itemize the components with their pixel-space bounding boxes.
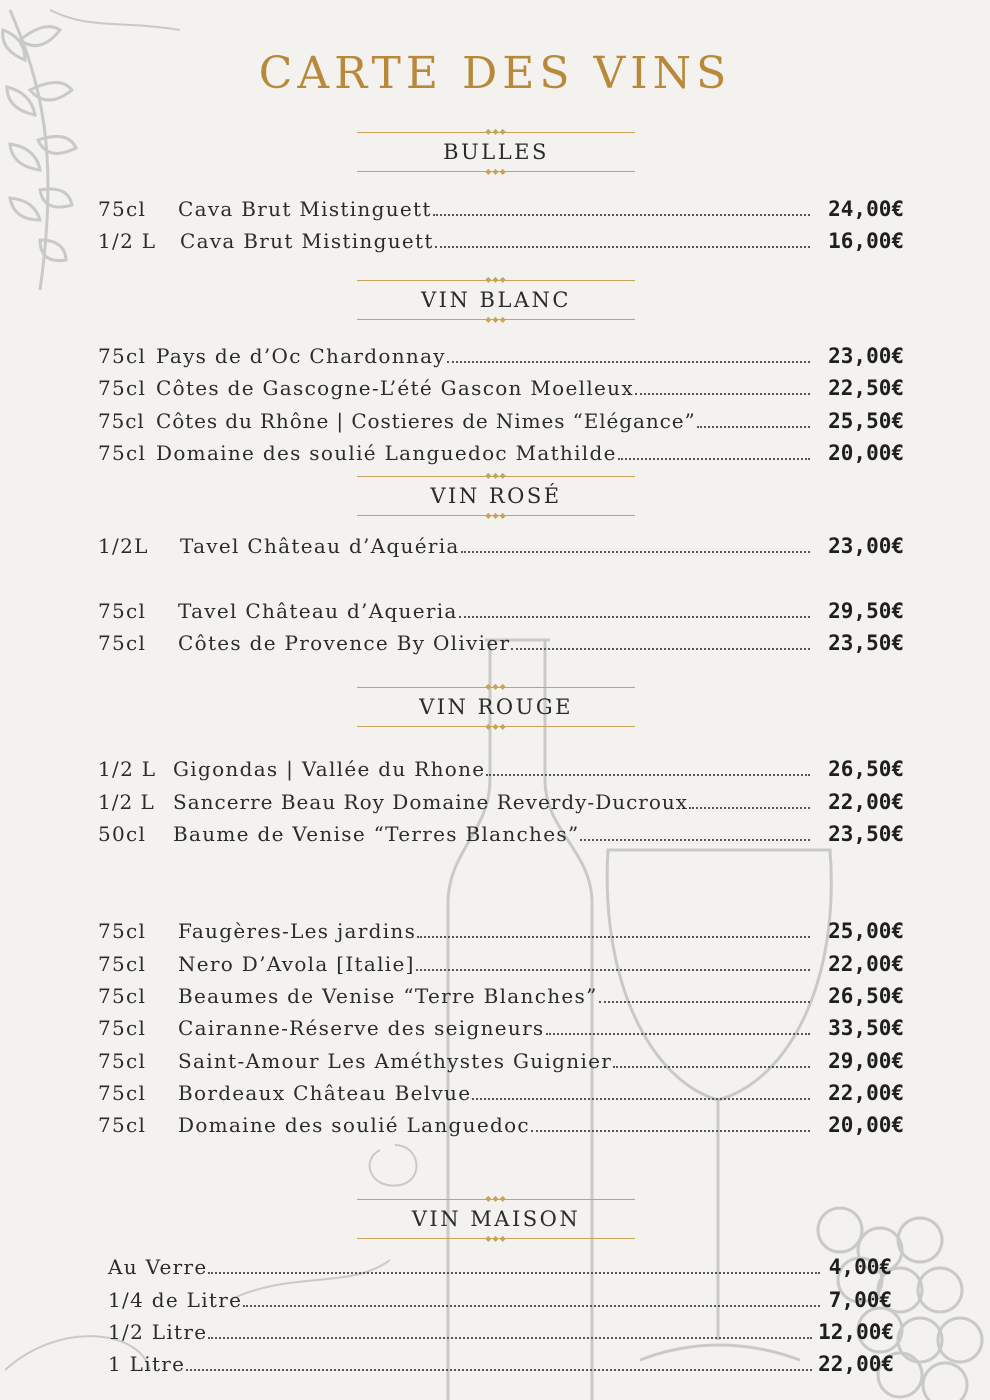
wine-item <box>98 1107 904 1137</box>
wine-item <box>98 528 904 558</box>
item-volume: 75cl <box>98 376 147 400</box>
item-volume: 1/2 L <box>98 229 157 253</box>
item-name: Pays de d’Oc Chardonnay <box>156 344 446 368</box>
item-name: 1/4 de Litre <box>108 1288 243 1312</box>
item-name: Au Verre <box>108 1255 208 1279</box>
item-name: Côtes du Rhône | Costieres de Nimes “Elégance” <box>156 409 696 433</box>
item-price: 22,50€ <box>828 376 904 400</box>
item-price: 23,00€ <box>828 534 904 558</box>
item-volume: 75cl <box>98 344 147 368</box>
leader-dots <box>697 424 810 428</box>
item-price: 22,00€ <box>828 790 904 814</box>
leader-dots <box>546 1031 811 1035</box>
item-volume: 75cl <box>98 1113 147 1137</box>
wine-item <box>98 913 904 943</box>
wine-item <box>98 435 904 465</box>
item-name: Tavel Château d’Aquéria <box>180 534 460 558</box>
section-header-vin-maison: ◆◆◆ VIN MAISON ◆◆◆ <box>357 1197 635 1241</box>
leader-dots <box>433 212 810 216</box>
item-price: 29,50€ <box>828 599 904 623</box>
wine-item <box>108 1282 892 1312</box>
item-name: Bordeaux Château Belvue <box>178 1081 472 1105</box>
leader-dots <box>689 805 810 809</box>
leader-dots <box>618 456 810 460</box>
item-price: 23,00€ <box>828 344 904 368</box>
item-name: Sancerre Beau Roy Domaine Reverdy-Ducroux <box>173 790 689 814</box>
leader-dots <box>417 934 810 938</box>
item-volume: 1/2 L <box>98 757 157 781</box>
item-name: Cava Brut Mistinguett <box>180 229 434 253</box>
wine-item <box>108 1346 894 1376</box>
item-name: Beaumes de Venise “Terre Blanches” <box>178 984 598 1008</box>
item-price: 33,50€ <box>828 1016 904 1040</box>
item-name: Domaine des soulié Languedoc Mathilde <box>156 441 617 465</box>
item-price: 23,50€ <box>828 822 904 846</box>
item-name: Tavel Château d’Aqueria <box>178 599 458 623</box>
wine-item <box>98 191 904 221</box>
leader-dots <box>472 1096 810 1100</box>
leader-dots <box>435 244 810 248</box>
item-price: 20,00€ <box>828 1113 904 1137</box>
item-name: Nero D’Avola [Italie] <box>178 952 415 976</box>
leader-dots <box>531 1128 810 1132</box>
wine-item <box>98 1075 904 1105</box>
leader-dots <box>208 1335 812 1339</box>
wine-item <box>98 338 904 368</box>
item-price: 29,00€ <box>828 1049 904 1073</box>
item-price: 24,00€ <box>828 197 904 221</box>
section-header-bulles: ◆◆◆ BULLES ◆◆◆ <box>357 130 635 174</box>
item-volume: 1/2L <box>98 534 149 558</box>
item-price: 22,00€ <box>828 952 904 976</box>
item-price: 22,00€ <box>818 1352 894 1376</box>
item-volume: 75cl <box>98 197 147 221</box>
section-header-vin-rouge: ◆◆◆ VIN ROUGE ◆◆◆ <box>357 685 635 729</box>
item-volume: 1/2 L <box>98 790 155 814</box>
item-name: Baume de Venise “Terres Blanches” <box>173 822 580 846</box>
leader-dots <box>243 1303 820 1307</box>
wine-item <box>98 784 904 814</box>
item-name: 1/2 Litre <box>108 1320 208 1344</box>
section-title: BULLES <box>443 140 549 164</box>
leader-dots <box>447 359 810 363</box>
item-volume: 75cl <box>98 1049 147 1073</box>
item-price: 4,00€ <box>828 1255 892 1279</box>
item-name: Cava Brut Mistinguett <box>178 197 432 221</box>
item-price: 23,50€ <box>828 631 904 655</box>
leader-dots <box>459 614 810 618</box>
item-volume: 75cl <box>98 984 147 1008</box>
item-name: Domaine des soulié Languedoc <box>178 1113 530 1137</box>
item-volume: 75cl <box>98 1081 147 1105</box>
leader-dots <box>416 967 810 971</box>
leader-dots <box>599 999 810 1003</box>
item-price: 25,00€ <box>828 919 904 943</box>
section-header-vin-rose: ◆◆◆ VIN ROSÉ ◆◆◆ <box>357 474 635 518</box>
section-title: VIN ROSÉ <box>430 484 562 508</box>
item-volume: 75cl <box>98 599 147 623</box>
item-name: Faugères-Les jardins <box>178 919 417 943</box>
leader-dots <box>486 772 810 776</box>
section-title: VIN MAISON <box>411 1207 581 1231</box>
page-title: CARTE DES VINS <box>258 48 732 99</box>
item-volume: 50cl <box>98 822 147 846</box>
item-price: 25,50€ <box>828 409 904 433</box>
section-header-vin-blanc: ◆◆◆ VIN BLANC ◆◆◆ <box>357 278 635 322</box>
wine-item <box>98 1010 904 1040</box>
item-volume: 75cl <box>98 952 147 976</box>
wine-item <box>98 403 904 433</box>
section-title: VIN BLANC <box>421 288 571 312</box>
item-volume: 75cl <box>98 1016 147 1040</box>
item-name: 1 Litre <box>108 1352 186 1376</box>
wine-item <box>98 946 904 976</box>
section-title: VIN ROUGE <box>419 695 573 719</box>
leader-dots <box>511 646 810 650</box>
wine-item <box>98 751 904 781</box>
item-name: Cairanne-Réserve des seigneurs <box>178 1016 545 1040</box>
wine-item <box>98 625 904 655</box>
wine-item <box>98 223 904 253</box>
leader-dots <box>580 837 810 841</box>
leader-dots <box>186 1367 812 1371</box>
leader-dots <box>208 1270 820 1274</box>
wine-item <box>98 816 904 846</box>
item-name: Côtes de Gascogne-L’été Gascon Moelleux <box>156 376 634 400</box>
wine-item <box>108 1249 892 1279</box>
item-price: 7,00€ <box>828 1288 892 1312</box>
wine-item <box>98 978 904 1008</box>
item-volume: 75cl <box>98 631 147 655</box>
item-price: 12,00€ <box>818 1320 894 1344</box>
leader-dots <box>635 391 810 395</box>
item-price: 22,00€ <box>828 1081 904 1105</box>
wine-item <box>98 370 904 400</box>
wine-item <box>108 1314 894 1344</box>
item-name: Saint-Amour Les Améthystes Guignier <box>178 1049 613 1073</box>
item-volume: 75cl <box>98 919 147 943</box>
item-volume: 75cl <box>98 441 147 465</box>
item-name: Côtes de Provence By Olivier <box>178 631 511 655</box>
item-price: 26,50€ <box>828 984 904 1008</box>
item-name: Gigondas | Vallée du Rhone <box>173 757 486 781</box>
wine-item <box>98 593 904 623</box>
item-price: 16,00€ <box>828 229 904 253</box>
leader-dots <box>461 549 810 553</box>
wine-item <box>98 1043 904 1073</box>
leader-dots <box>613 1064 810 1068</box>
item-price: 20,00€ <box>828 441 904 465</box>
item-volume: 75cl <box>98 409 145 433</box>
item-price: 26,50€ <box>828 757 904 781</box>
